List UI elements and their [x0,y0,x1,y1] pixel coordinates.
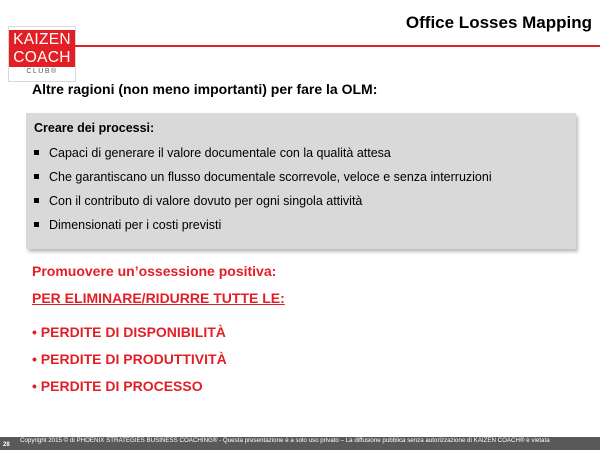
square-bullet-icon [34,222,39,227]
process-bullet-item [34,218,221,232]
loss-item: • PERDITE DI DISPONIBILITÀ [32,324,226,340]
slide-title: Office Losses Mapping [405,13,592,32]
eliminate-heading: PER ELIMINARE/RIDURRE TUTTE LE: [32,290,285,306]
footer-bar [0,437,600,450]
process-box-heading: Creare dei processi: [34,121,155,135]
promo-text: Promuovere un’ossessione positiva: [32,263,277,279]
copyright-text: Copyright 2015 © di PHOENIX STRATEGIES BUSINESS COACHING® - Questa presentazione è a solo uso privato – La diffusione pubblica senza autorizzazione di KAIZEN COACH® è vietata [20,437,550,444]
logo-line-club: CLUB® [26,68,58,75]
square-bullet-icon [34,198,39,203]
logo-line-kaizen: KAIZEN [9,30,75,49]
process-bullet-text: Che garantiscano un flusso documentale scorrevole, veloce e senza interruzioni [49,170,492,184]
process-bullet-item [34,170,492,184]
process-bullet-item [34,194,362,208]
square-bullet-icon [34,174,39,179]
page-number: 28 [3,442,10,448]
process-bullet-text: Con il contributo di valore dovuto per ogni singola attività [49,194,363,208]
process-bullet-text: Dimensionati per i costi previsti [49,218,222,232]
logo-line-coach: COACH [9,48,75,67]
process-box [26,113,576,249]
process-bullet-text: Capaci di generare il valore documentale con la qualità attesa [49,146,391,160]
section-heading: Altre ragioni (non meno importanti) per fare la OLM: [32,81,378,97]
loss-item: • PERDITE DI PRODUTTIVITÀ [32,351,227,367]
square-bullet-icon [34,150,39,155]
loss-item: • PERDITE DI PROCESSO [32,378,203,394]
process-bullet-item [34,146,391,160]
header-divider [74,45,600,47]
kaizen-coach-logo [8,26,76,82]
